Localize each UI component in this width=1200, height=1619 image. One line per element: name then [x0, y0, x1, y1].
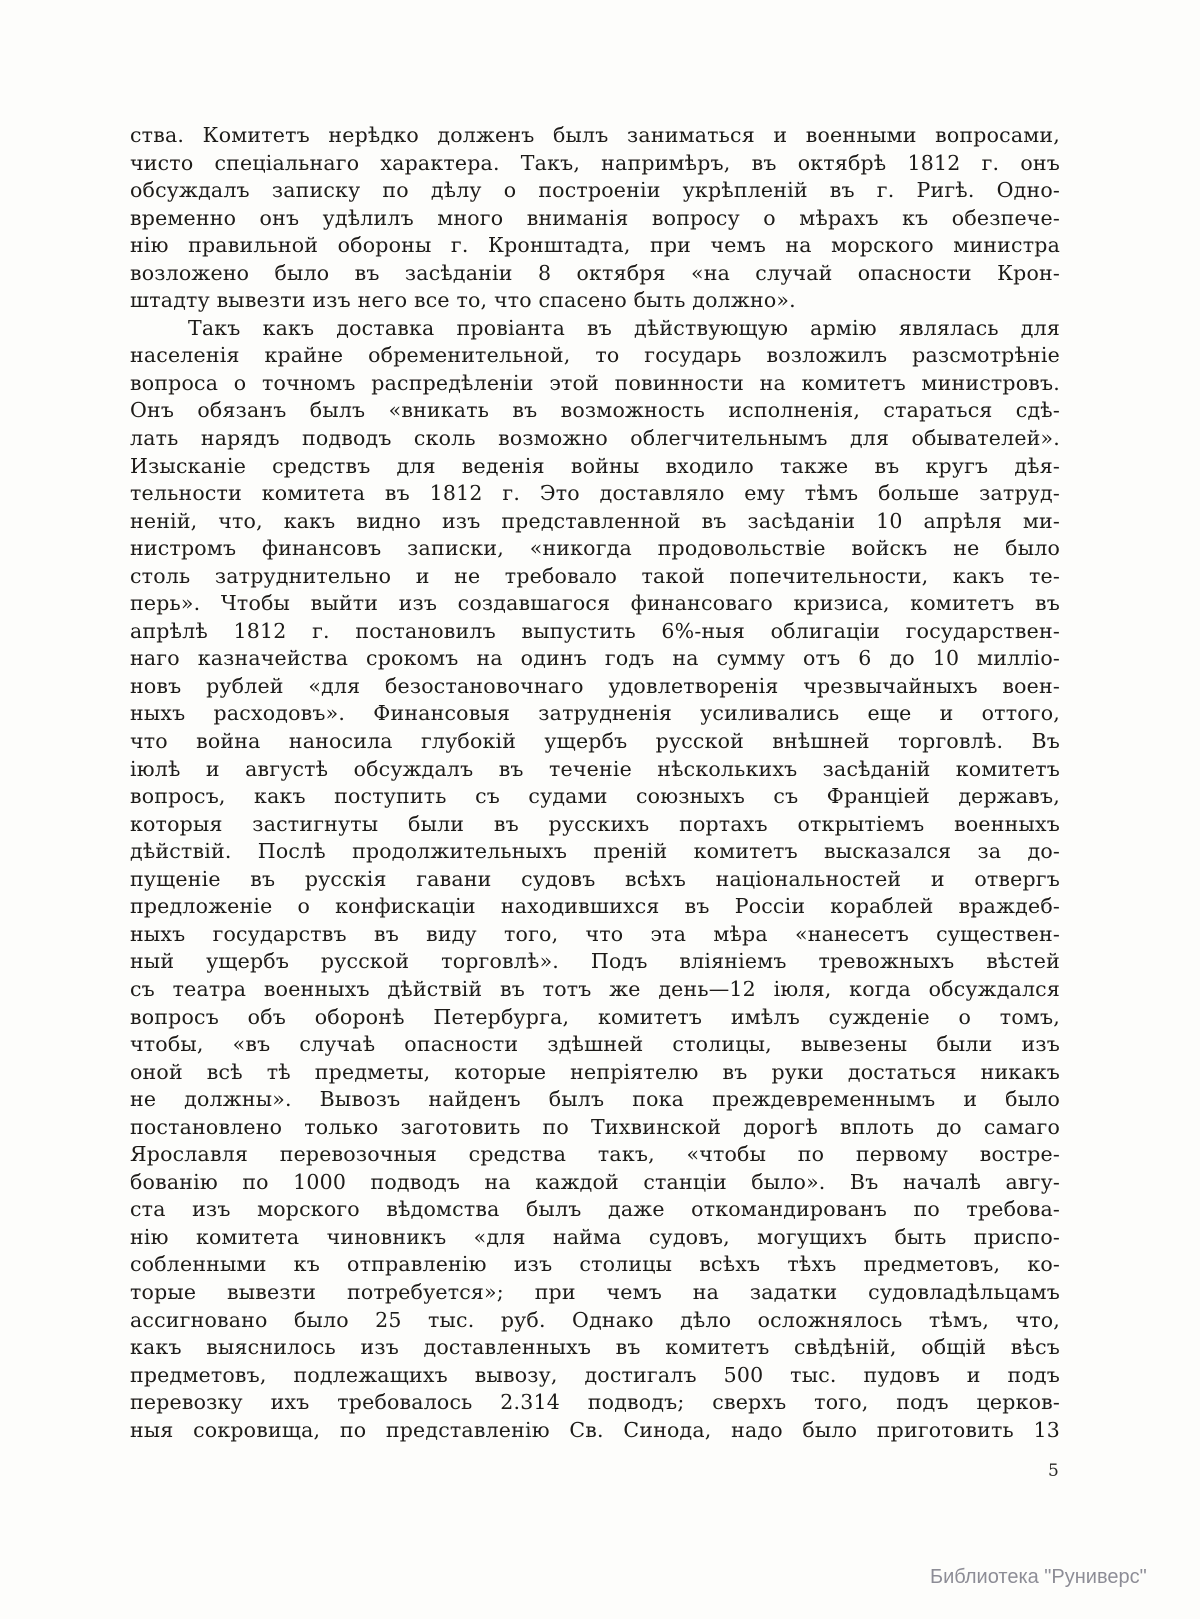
text-line: ный ущербъ русской торговлѣ». Подъ вліяніемъ тревожныхъ вѣстей	[130, 949, 1060, 974]
text-line: ныхъ расходовъ». Финансовыя затрудненія усиливались еще и оттого,	[130, 701, 1060, 726]
text-column	[130, 122, 1060, 1444]
text-line: іюлѣ и августѣ обсуждалъ въ теченіе нѣсколькихъ засѣданій комитетъ	[130, 756, 1060, 781]
text-line: столь затруднительно и не требовало такой попечительности, какъ те-	[130, 563, 1060, 588]
text-line: торые вывезти потребуется»; при чемъ на задатки судовладѣльцамъ	[130, 1279, 1060, 1304]
text-line: нистромъ финансовъ записки, «никогда продовольствіе войскъ не было	[130, 536, 1060, 561]
text-line: вопросъ объ оборонѣ Петербурга, комитетъ имѣлъ сужденіе о томъ,	[130, 1004, 1060, 1029]
text-line: вопросъ, какъ поступить съ судами союзныхъ съ Франціей державъ,	[130, 784, 1060, 809]
text-line: новъ рублей «для безостановочнаго удовлетворенія чрезвычайныхъ воен-	[130, 673, 1060, 698]
text-line: не должны». Вывозъ найденъ былъ пока преждевременнымъ и было	[130, 1087, 1060, 1112]
text-line: лать нарядъ подводъ сколь возможно облегчительнымъ для обывателей».	[130, 426, 1060, 451]
text-line: Изысканіе средствъ для веденія войны входило также въ кругъ дѣя-	[130, 453, 1060, 478]
text-line: съ театра военныхъ дѣйствій въ тотъ же день—12 іюля, когда обсуждался	[130, 976, 1060, 1001]
text-line: штадту вывезти изъ него все то, что спасено быть должно».	[130, 288, 796, 313]
text-line: временно онъ удѣлилъ много вниманія вопросу о мѣрахъ къ обезпече-	[130, 205, 1060, 230]
text-line: ства. Комитетъ нерѣдко долженъ былъ заниматься и военными вопросами,	[130, 123, 1060, 147]
text-line: обсуждалъ записку по дѣлу о построеніи укрѣпленій въ г. Ригѣ. Одно-	[130, 178, 1060, 203]
text-line: ныя сокровища, по представленію Св. Синода, надо было приготовить 13	[130, 1417, 1060, 1442]
text-line: нію комитета чиновникъ «для найма судовъ, могущихъ быть приспо-	[130, 1224, 1060, 1249]
text-line: нію правильной обороны г. Кронштадта, при чемъ на морского министра	[130, 233, 1060, 258]
text-line: апрѣлѣ 1812 г. постановилъ выпустить 6%-ныя облигаціи государствен-	[130, 618, 1060, 643]
text-line: постановлено только заготовить по Тихвинской дорогѣ вплоть до самаго	[130, 1114, 1060, 1139]
text-line: Онъ обязанъ былъ «вникать въ возможность исполненія, стараться сдѣ-	[130, 398, 1060, 423]
text-line: чтобы, «въ случаѣ опасности здѣшней столицы, вывезены были изъ	[130, 1032, 1060, 1057]
text-line: предметовъ, подлежащихъ вывозу, достигалъ 500 тыс. пудовъ и подъ	[130, 1362, 1060, 1387]
text-line: которыя застигнуты были въ русскихъ портахъ открытіемъ военныхъ	[130, 811, 1060, 836]
text-line: предложеніе о конфискаціи находившихся въ Россіи кораблей враждеб-	[130, 894, 1060, 919]
text-line: собленными къ отправленію изъ столицы всѣхъ тѣхъ предметовъ, ко-	[130, 1252, 1060, 1277]
page-number: 5	[1048, 1461, 1059, 1481]
text-line: тельности комитета въ 1812 г. Это доставляло ему тѣмъ больше затруд-	[130, 481, 1060, 506]
text-line: ассигновано было 25 тыс. руб. Однако дѣло осложнялось тѣмъ, что,	[130, 1307, 1060, 1332]
text-line: перь». Чтобы выйти изъ создавшагося финансоваго кризиса, комитетъ въ	[130, 591, 1060, 616]
text-line: чисто спеціальнаго характера. Такъ, напримѣръ, въ октябрѣ 1812 г. онъ	[130, 150, 1060, 175]
text-line: вопроса о точномъ распредѣленіи этой повинности на комитетъ министровъ.	[130, 370, 1060, 395]
text-line: неній, что, какъ видно изъ представленной въ засѣданіи 10 апрѣля ми-	[130, 508, 1060, 533]
text-line: наго казначейства срокомъ на одинъ годъ на сумму отъ 6 до 10 милліо-	[130, 646, 1060, 671]
text-line: ста изъ морского вѣдомства былъ даже откомандированъ по требова-	[130, 1197, 1060, 1222]
text-line: пущеніе въ русскія гавани судовъ всѣхъ національностей и отвергъ	[130, 866, 1060, 891]
text-line: возложено было въ засѣданіи 8 октября «на случай опасности Крон-	[130, 260, 1060, 285]
text-line: перевозку ихъ требовалось 2.314 подводъ; сверхъ того, подъ церков-	[130, 1390, 1060, 1415]
text-line: Ярославля перевозочныя средства такъ, «чтобы по первому востре-	[130, 1142, 1060, 1167]
text-line: оной всѣ тѣ предметы, которые непріятелю въ руки достаться никакъ	[130, 1059, 1060, 1084]
text-line: какъ выяснилось изъ доставленныхъ въ комитетъ свѣдѣній, общій вѣсъ	[130, 1335, 1060, 1360]
library-watermark: Библиотека "Руниверс"	[930, 1566, 1147, 1588]
text-line: что война наносила глубокій ущербъ русской внѣшней торговлѣ. Въ	[130, 729, 1060, 754]
text-line: населенія крайне обременительной, то государь возложилъ разсмотрѣніе	[130, 343, 1060, 368]
text-line: бованію по 1000 подводъ на каждой станціи было». Въ началѣ авгу-	[130, 1169, 1060, 1194]
text-line: дѣйствій. Послѣ продолжительныхъ преній комитетъ высказался за до-	[130, 839, 1060, 864]
text-line: Такъ какъ доставка провіанта въ дѣйствующую армію являлась для	[188, 315, 1060, 340]
text-line: ныхъ государствъ въ виду того, что эта мѣра «нанесетъ существен-	[130, 921, 1060, 946]
